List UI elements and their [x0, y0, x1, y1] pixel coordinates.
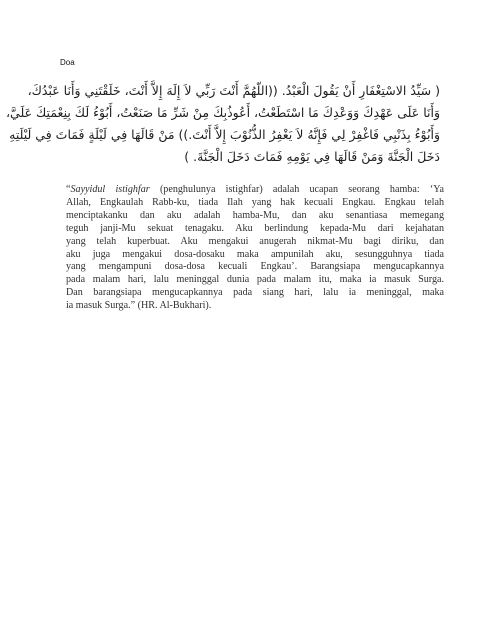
page-heading: Doa: [60, 58, 75, 67]
translation-line-text: (penghulunya istighfar) adalah ucapan seorang hamba: ‘Ya: [149, 184, 444, 195]
translation-line: teguh janji-Mu sekuat tenagaku. Aku berlindung kepada-Mu dari kejahatan: [66, 222, 444, 234]
arabic-line: ( سَيِّدُ الاسْتِغْفَارِ أَنْ يَقُولَ الْعَبْدُ. ((اللّهُمَّ أَنْتَ رَبِّي لاَ إِلَهَ إِلاَّ أَنْتَ، خَلَقْتَنِي وَأَنَا عَبْدُكَ،: [27, 83, 440, 98]
arabic-line: دَخَلَ الْجَنَّةَ وَمَنْ قَالَهَا فِي يَوْمِهِ فَمَاتَ دَخَلَ الْجَنَّةَ. ): [184, 149, 440, 164]
arabic-line: وَأَنَا عَلَى عَهْدِكَ وَوَعْدِكَ مَا اسْتَطَعْتُ، أَعُوذُبِكَ مِنْ شَرِّ مَا صَنَعْتُ، أَبُوْءُ لَكَ بِنِعْمَتِكَ عَلَيَّ،: [5, 105, 440, 120]
translation-line-last: ia masuk Surga.” (HR. Al-Bukhari).: [66, 300, 212, 312]
translation-line: pada malam hari, lalu meninggal dunia pada malam itu, maka ia masuk Surga.: [66, 274, 444, 286]
arabic-prayer-text: [5, 80, 440, 168]
arabic-line: وَأَبُوْءُ بِذَنْبِي فَاغْفِرْ لِي فَإِنَّهُ لاَ يَغْفِرُ الذُّنُوْبَ إِلاَّ أَنْتَ.)) مَنْ قَالَهَا فِي لَيْلَةٍ فَمَاتَ فِي لَيْلَتِهِ: [9, 127, 440, 142]
translation-line: aku juga mengakui dosa-dosaku maka ampunilah aku, sesungguhnya tiada: [66, 248, 444, 260]
translation-paragraph: [66, 184, 444, 313]
translation-line: Allah, Engkaulah Rabb-ku, tiada Ilah yang hak kecuali Engkau. Engkau telah: [66, 196, 444, 208]
translation-line: Dan barangsiapa mengucapkannya pada siang hari, lalu ia meninggal, maka: [66, 287, 444, 299]
translation-line-first: “Sayyidul istighfar (penghulunya istighfar) adalah ucapan seorang hamba: ‘Ya: [66, 184, 444, 195]
translation-line: yang telah kuperbuat. Aku mengakui anugerah nikmat-Mu bagi diriku, dan: [66, 235, 444, 247]
translation-line: yang mengampuni dosa-dosa kecuali Engkau’. Barangsiapa mengucapkannya: [66, 261, 444, 273]
translation-line: menciptakanku dan aku adalah hamba-Mu, dan aku senantiasa memegang: [66, 209, 444, 221]
italic-term: Sayyidul istighfar: [70, 184, 150, 195]
